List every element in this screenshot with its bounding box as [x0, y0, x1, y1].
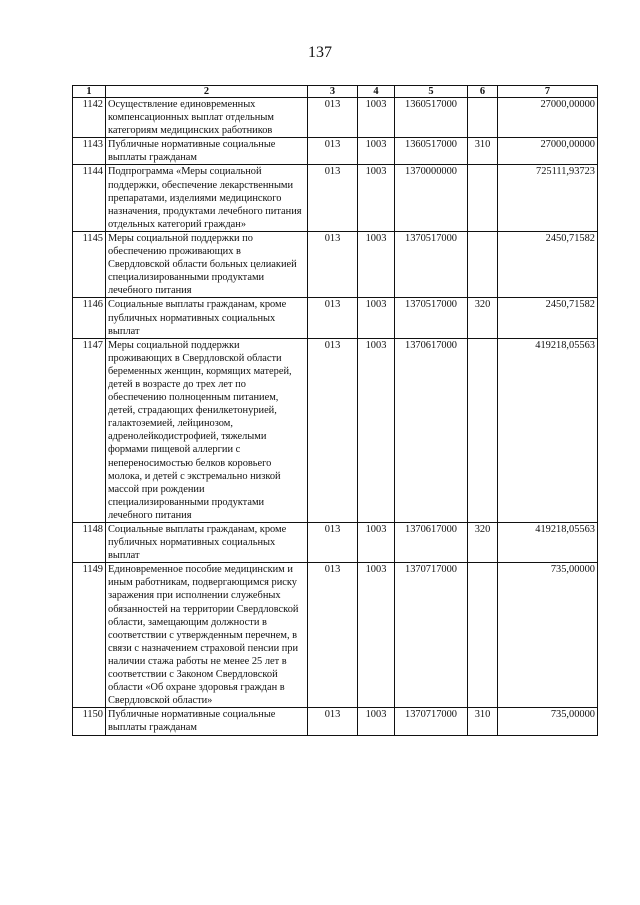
- row-code-6-cell: [468, 231, 498, 297]
- header-cell: 1: [73, 86, 106, 98]
- row-code-5-cell: 1370517000: [395, 231, 468, 297]
- row-code-6-cell: 320: [468, 523, 498, 563]
- row-number-cell: 1149: [73, 563, 106, 708]
- row-name-cell: Социальные выплаты гражданам, кроме публичных нормативных социальных выплат: [106, 298, 308, 338]
- row-code-6-cell: [468, 563, 498, 708]
- row-code-3-cell: 013: [308, 523, 358, 563]
- header-cell: 4: [358, 86, 395, 98]
- row-amount-cell: 2450,71582: [498, 231, 598, 297]
- row-amount-cell: 27000,00000: [498, 98, 598, 138]
- header-cell: 2: [106, 86, 308, 98]
- row-code-4-cell: 1003: [358, 298, 395, 338]
- row-code-3-cell: 013: [308, 165, 358, 231]
- row-code-5-cell: 1370517000: [395, 298, 468, 338]
- row-name-cell: Меры социальной поддержки по обеспечению проживающих в Свердловской области больных целиакией специализированными продуктами лечебного питания: [106, 231, 308, 297]
- row-number-cell: 1144: [73, 165, 106, 231]
- row-name-cell: Публичные нормативные социальные выплаты гражданам: [106, 708, 308, 735]
- row-number-cell: 1148: [73, 523, 106, 563]
- row-number-cell: 1142: [73, 98, 106, 138]
- row-code-3-cell: 013: [308, 231, 358, 297]
- row-code-6-cell: 310: [468, 708, 498, 735]
- row-code-4-cell: 1003: [358, 98, 395, 138]
- row-code-6-cell: [468, 98, 498, 138]
- row-amount-cell: 419218,05563: [498, 523, 598, 563]
- header-cell: 5: [395, 86, 468, 98]
- row-code-6-cell: [468, 165, 498, 231]
- row-number-cell: 1150: [73, 708, 106, 735]
- table-row: [73, 298, 598, 338]
- row-code-3-cell: 013: [308, 338, 358, 522]
- row-amount-cell: 419218,05563: [498, 338, 598, 522]
- row-code-4-cell: 1003: [358, 231, 395, 297]
- row-code-6-cell: [468, 338, 498, 522]
- row-amount-cell: 735,00000: [498, 708, 598, 735]
- table-row: [73, 338, 598, 522]
- budget-table: [72, 85, 598, 736]
- row-code-4-cell: 1003: [358, 165, 395, 231]
- row-number-cell: 1147: [73, 338, 106, 522]
- row-code-3-cell: 013: [308, 138, 358, 165]
- row-code-6-cell: 320: [468, 298, 498, 338]
- page-number: 137: [308, 44, 332, 61]
- row-amount-cell: 2450,71582: [498, 298, 598, 338]
- header-cell: 6: [468, 86, 498, 98]
- row-number-cell: 1145: [73, 231, 106, 297]
- table-row: [73, 563, 598, 708]
- row-amount-cell: 735,00000: [498, 563, 598, 708]
- row-code-5-cell: 1370617000: [395, 523, 468, 563]
- row-code-5-cell: 1370000000: [395, 165, 468, 231]
- row-code-3-cell: 013: [308, 98, 358, 138]
- row-code-6-cell: 310: [468, 138, 498, 165]
- row-name-cell: Осуществление единовременных компенсационных выплат отдельным категориям медицинских работников: [106, 98, 308, 138]
- row-code-5-cell: 1360517000: [395, 98, 468, 138]
- table-row: [73, 98, 598, 138]
- row-name-cell: Подпрограмма «Меры социальной поддержки, обеспечение лекарственными препаратами, изделиями медицинского назначения, продуктами лечебного питания отдельных категорий граждан»: [106, 165, 308, 231]
- row-amount-cell: 725111,93723: [498, 165, 598, 231]
- row-name-cell: Единовременное пособие медицинским и иным работникам, подвергающимся риску заражения при исполнении служебных обязанностей на территории Свердловской области, замещающим должности в соответствии с утвержденным перечнем, в связи с назначением страховой пенсии при наличии стажа работы не менее 25 лет в соответствии с Законом Свердловской области «Об охране здоровья граждан в Свердловской области»: [106, 563, 308, 708]
- row-code-3-cell: 013: [308, 298, 358, 338]
- row-code-4-cell: 1003: [358, 138, 395, 165]
- header-cell: 3: [308, 86, 358, 98]
- table-row: [73, 231, 598, 297]
- table-row: [73, 165, 598, 231]
- row-name-cell: Меры социальной поддержки проживающих в Свердловской области беременных женщин, кормящих матерей, детей в возрасте до трех лет по обеспечению полноценным питанием, детей, страдающих фенилкетонурией, галактоземией, лейцинозом, адренолейкодистрофией, тяжелыми формами пищевой аллергии с непереносимостью белков коровьего молока, и детей с экстремально низкой массой при рождении специализированными продуктами лечебного питания: [106, 338, 308, 522]
- row-code-4-cell: 1003: [358, 338, 395, 522]
- header-cell: 7: [498, 86, 598, 98]
- row-code-5-cell: 1370717000: [395, 563, 468, 708]
- row-code-3-cell: 013: [308, 708, 358, 735]
- table-row: [73, 523, 598, 563]
- row-code-5-cell: 1370717000: [395, 708, 468, 735]
- row-name-cell: Социальные выплаты гражданам, кроме публичных нормативных социальных выплат: [106, 523, 308, 563]
- row-code-4-cell: 1003: [358, 523, 395, 563]
- row-code-4-cell: 1003: [358, 708, 395, 735]
- row-number-cell: 1143: [73, 138, 106, 165]
- row-amount-cell: 27000,00000: [498, 138, 598, 165]
- row-name-cell: Публичные нормативные социальные выплаты гражданам: [106, 138, 308, 165]
- table-row: [73, 138, 598, 165]
- row-code-4-cell: 1003: [358, 563, 395, 708]
- header-row: [73, 86, 598, 98]
- row-code-5-cell: 1370617000: [395, 338, 468, 522]
- row-number-cell: 1146: [73, 298, 106, 338]
- row-code-5-cell: 1360517000: [395, 138, 468, 165]
- row-code-3-cell: 013: [308, 563, 358, 708]
- table-row: [73, 708, 598, 735]
